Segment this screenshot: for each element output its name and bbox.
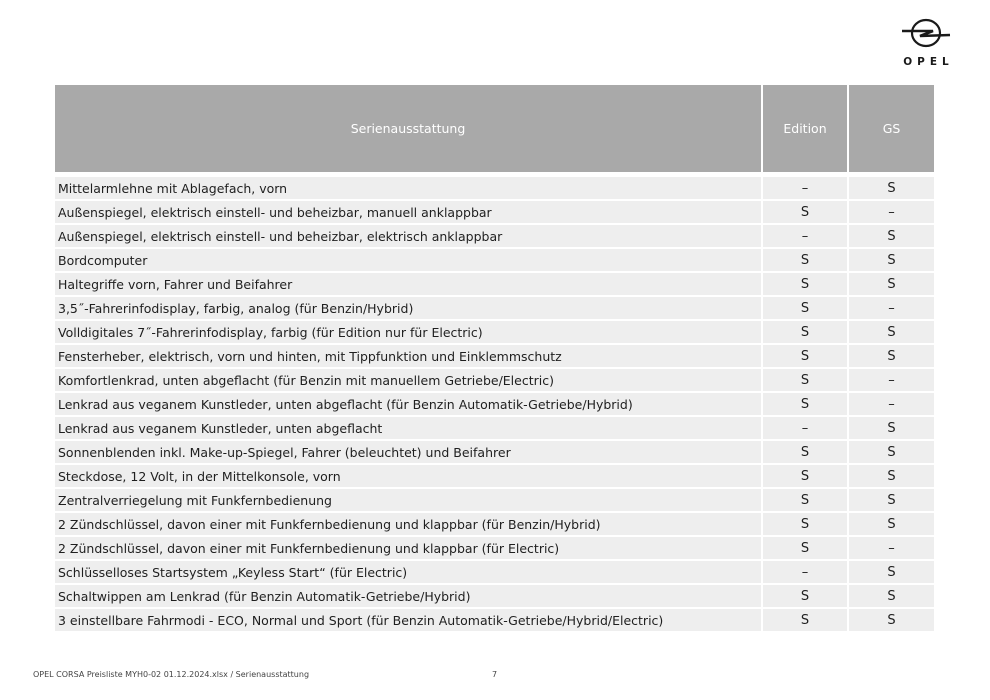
row-label: Schlüsselloses Startsystem „Keyless Start“ (für Electric) (55, 560, 762, 584)
edition-value: S (762, 248, 848, 272)
edition-value: S (762, 488, 848, 512)
table-row (55, 392, 934, 416)
edition-value: S (762, 536, 848, 560)
row-label: Sonnenblenden inkl. Make-up-Spiegel, Fahrer (beleuchtet) und Beifahrer (55, 440, 762, 464)
row-label: Fensterheber, elektrisch, vorn und hinten, mit Tippfunktion und Einklemmschutz (55, 344, 762, 368)
row-label: Zentralverriegelung mit Funkfernbedienung (55, 488, 762, 512)
gs-value: – (848, 368, 934, 392)
table-row (55, 344, 934, 368)
row-label: Außenspiegel, elektrisch einstell- und beheizbar, manuell anklappbar (55, 200, 762, 224)
row-label: Komfortlenkrad, unten abgeflacht (für Benzin mit manuellem Getriebe/Electric) (55, 368, 762, 392)
table-body (55, 175, 934, 632)
table-row (55, 488, 934, 512)
gs-value: S (848, 248, 934, 272)
edition-value: S (762, 272, 848, 296)
edition-value: S (762, 392, 848, 416)
edition-value: – (762, 416, 848, 440)
table-row (55, 224, 934, 248)
table-row (55, 608, 934, 631)
page-number: 7 (492, 670, 498, 679)
footer-source: OPEL CORSA Preisliste MYH0-02 01.12.2024.xlsx / Serienausstattung (33, 670, 310, 679)
edition-value: S (762, 608, 848, 631)
header-gs: GS (848, 85, 934, 175)
gs-value: – (848, 536, 934, 560)
edition-value: S (762, 584, 848, 608)
row-label: Lenkrad aus veganem Kunstleder, unten abgeflacht (55, 416, 762, 440)
table-row (55, 536, 934, 560)
row-label: Haltegriffe vorn, Fahrer und Beifahrer (55, 272, 762, 296)
gs-value: S (848, 608, 934, 631)
gs-value: S (848, 320, 934, 344)
header-equipment: Serienausstattung (55, 85, 762, 175)
edition-value: S (762, 368, 848, 392)
table-row (55, 464, 934, 488)
table-row (55, 248, 934, 272)
table-row (55, 512, 934, 536)
header-edition: Edition (762, 85, 848, 175)
gs-value: S (848, 344, 934, 368)
edition-value: – (762, 560, 848, 584)
gs-value: S (848, 224, 934, 248)
gs-value: S (848, 560, 934, 584)
row-label: Außenspiegel, elektrisch einstell- und beheizbar, elektrisch anklappbar (55, 224, 762, 248)
brand-wordmark: OPEL (903, 56, 954, 68)
table-row (55, 320, 934, 344)
table-row (55, 440, 934, 464)
gs-value: – (848, 392, 934, 416)
table-row (55, 296, 934, 320)
edition-value: S (762, 344, 848, 368)
row-label: Volldigitales 7˝-Fahrerinfodisplay, farbig (für Edition nur für Electric) (55, 320, 762, 344)
row-label: Steckdose, 12 Volt, in der Mittelkonsole, vorn (55, 464, 762, 488)
gs-value: S (848, 584, 934, 608)
gs-value: – (848, 296, 934, 320)
table-row (55, 175, 934, 201)
edition-value: – (762, 224, 848, 248)
opel-logo (895, 18, 957, 70)
gs-value: S (848, 512, 934, 536)
table-row (55, 584, 934, 608)
table-row (55, 416, 934, 440)
table-row (55, 560, 934, 584)
gs-value: S (848, 440, 934, 464)
row-label: Schaltwippen am Lenkrad (für Benzin Automatik-Getriebe/Hybrid) (55, 584, 762, 608)
gs-value: – (848, 200, 934, 224)
edition-value: S (762, 512, 848, 536)
table-row (55, 200, 934, 224)
gs-value: S (848, 175, 934, 201)
edition-value: S (762, 296, 848, 320)
gs-value: S (848, 416, 934, 440)
edition-value: S (762, 200, 848, 224)
table-row (55, 368, 934, 392)
row-label: 2 Zündschlüssel, davon einer mit Funkfernbedienung und klappbar (für Benzin/Hybrid) (55, 512, 762, 536)
edition-value: – (762, 175, 848, 201)
edition-value: S (762, 320, 848, 344)
gs-value: S (848, 488, 934, 512)
edition-value: S (762, 464, 848, 488)
row-label: Mittelarmlehne mit Ablagefach, vorn (55, 175, 762, 201)
table-row (55, 272, 934, 296)
row-label: 2 Zündschlüssel, davon einer mit Funkfernbedienung und klappbar (für Electric) (55, 536, 762, 560)
row-label: Bordcomputer (55, 248, 762, 272)
row-label: 3,5˝-Fahrerinfodisplay, farbig, analog (für Benzin/Hybrid) (55, 296, 762, 320)
row-label: Lenkrad aus veganem Kunstleder, unten abgeflacht (für Benzin Automatik-Getriebe/Hybrid) (55, 392, 762, 416)
edition-value: S (762, 440, 848, 464)
table-header (55, 85, 934, 175)
gs-value: S (848, 272, 934, 296)
gs-value: S (848, 464, 934, 488)
row-label: 3 einstellbare Fahrmodi - ECO, Normal und Sport (für Benzin Automatik-Getriebe/Hybrid/Electric) (55, 608, 762, 631)
opel-blitz-icon (900, 18, 952, 48)
equipment-table (55, 85, 934, 631)
